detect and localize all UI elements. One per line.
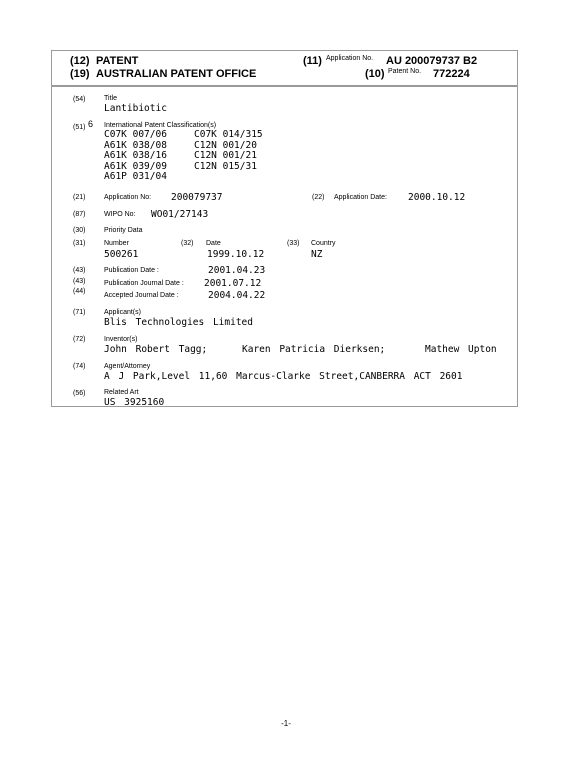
publication-code: (43): [73, 267, 86, 274]
classification-cell: C12N 001/21: [194, 150, 257, 161]
agent-code: (74): [73, 363, 86, 370]
patent-no: 772224: [433, 68, 470, 80]
classification-cell: A61K 039/09: [104, 160, 167, 172]
inventor-name: John Robert Tagg;: [104, 344, 208, 355]
title-value: Lantibiotic: [104, 103, 167, 114]
application-code: (21): [73, 194, 86, 201]
applicant-label: Applicant(s): [104, 309, 141, 316]
priority-number-value: 500261: [104, 249, 139, 260]
classification-table: [104, 130, 263, 183]
application-no-label: Application No.: [326, 55, 374, 62]
priority-label: Priority Data: [104, 227, 143, 234]
pub-journal-label: Publication Journal Date :: [104, 280, 184, 287]
inventors-code: (72): [73, 336, 86, 343]
classification-cell: C12N 001/20: [194, 139, 257, 151]
wipo-code: (87): [73, 211, 86, 218]
patent-no-label: Patent No.: [388, 68, 422, 75]
classification-cell: A61K 038/08: [104, 139, 167, 151]
wipo-value: WO01/27143: [151, 209, 209, 220]
classification-cell: C07K 014/315: [194, 129, 263, 140]
applicant-code: (71): [73, 309, 86, 316]
classification-code: (51): [73, 124, 86, 131]
classification-row: [104, 151, 263, 162]
document-type: PATENT: [96, 55, 139, 67]
classification-cell: A61P 031/04: [104, 171, 167, 182]
accepted-code: (44): [73, 288, 86, 295]
priority-country-code: (33): [287, 240, 300, 247]
related-label: Related Art: [104, 389, 139, 396]
priority-number-label: Number: [104, 240, 129, 247]
application-value: 200079737: [171, 192, 223, 203]
publication-label: Publication Date :: [104, 267, 159, 274]
accepted-value: 2004.04.22: [208, 290, 266, 301]
classification-cell: C12N 015/31: [194, 160, 257, 172]
code-12: (12): [70, 55, 90, 67]
title-code: (54): [73, 96, 86, 103]
priority-country-label: Country: [311, 240, 336, 247]
publication-value: 2001.04.23: [208, 265, 266, 276]
application-date-code: (22): [312, 194, 325, 201]
priority-date-value: 1999.10.12: [207, 249, 265, 260]
wipo-label: WIPO No:: [104, 211, 136, 218]
classification-edition: 6: [88, 119, 94, 129]
patent-office: AUSTRALIAN PATENT OFFICE: [96, 68, 257, 80]
code-10: (10): [365, 68, 385, 80]
priority-date-label: Date: [206, 240, 221, 247]
priority-number-code: (31): [73, 240, 86, 247]
classification-cell: C07K 007/06: [104, 129, 167, 140]
page-number: -1-: [281, 719, 291, 728]
agent-label: Agent/Attorney: [104, 363, 151, 370]
code-11: (11): [303, 55, 322, 67]
application-label: Application No:: [104, 194, 152, 201]
priority-country-value: NZ: [311, 249, 323, 260]
inventor-name: Karen Patricia Dierksen;: [242, 344, 386, 355]
classification-cell: [194, 172, 263, 183]
title-label: Title: [104, 95, 117, 102]
code-19: (19): [70, 68, 90, 80]
priority-code: (30): [73, 227, 86, 234]
pub-journal-value: 2001.07.12: [204, 278, 262, 289]
accepted-label: Accepted Journal Date :: [104, 292, 179, 299]
pub-journal-code: (43): [73, 278, 86, 285]
application-date-value: 2000.10.12: [408, 192, 466, 203]
applicant-value: Blis Technologies Limited: [104, 317, 253, 328]
inventors-label: Inventor(s): [104, 336, 138, 343]
priority-date-code: (32): [181, 240, 194, 247]
application-date-label: Application Date:: [334, 194, 387, 201]
application-no: AU 200079737 B2: [386, 55, 478, 67]
agent-value: A J Park,Level 11,60 Marcus-Clarke Street,CANBERRA ACT 2601: [104, 371, 463, 382]
classification-cell: A61K 038/16: [104, 150, 167, 161]
classification-row: [104, 130, 263, 141]
related-code: (56): [73, 390, 86, 397]
related-value: US 3925160: [104, 397, 165, 408]
inventor-name: Mathew Upton: [425, 344, 497, 355]
classification-label: International Patent Classification(s): [104, 122, 217, 129]
classification-row: [104, 172, 263, 183]
